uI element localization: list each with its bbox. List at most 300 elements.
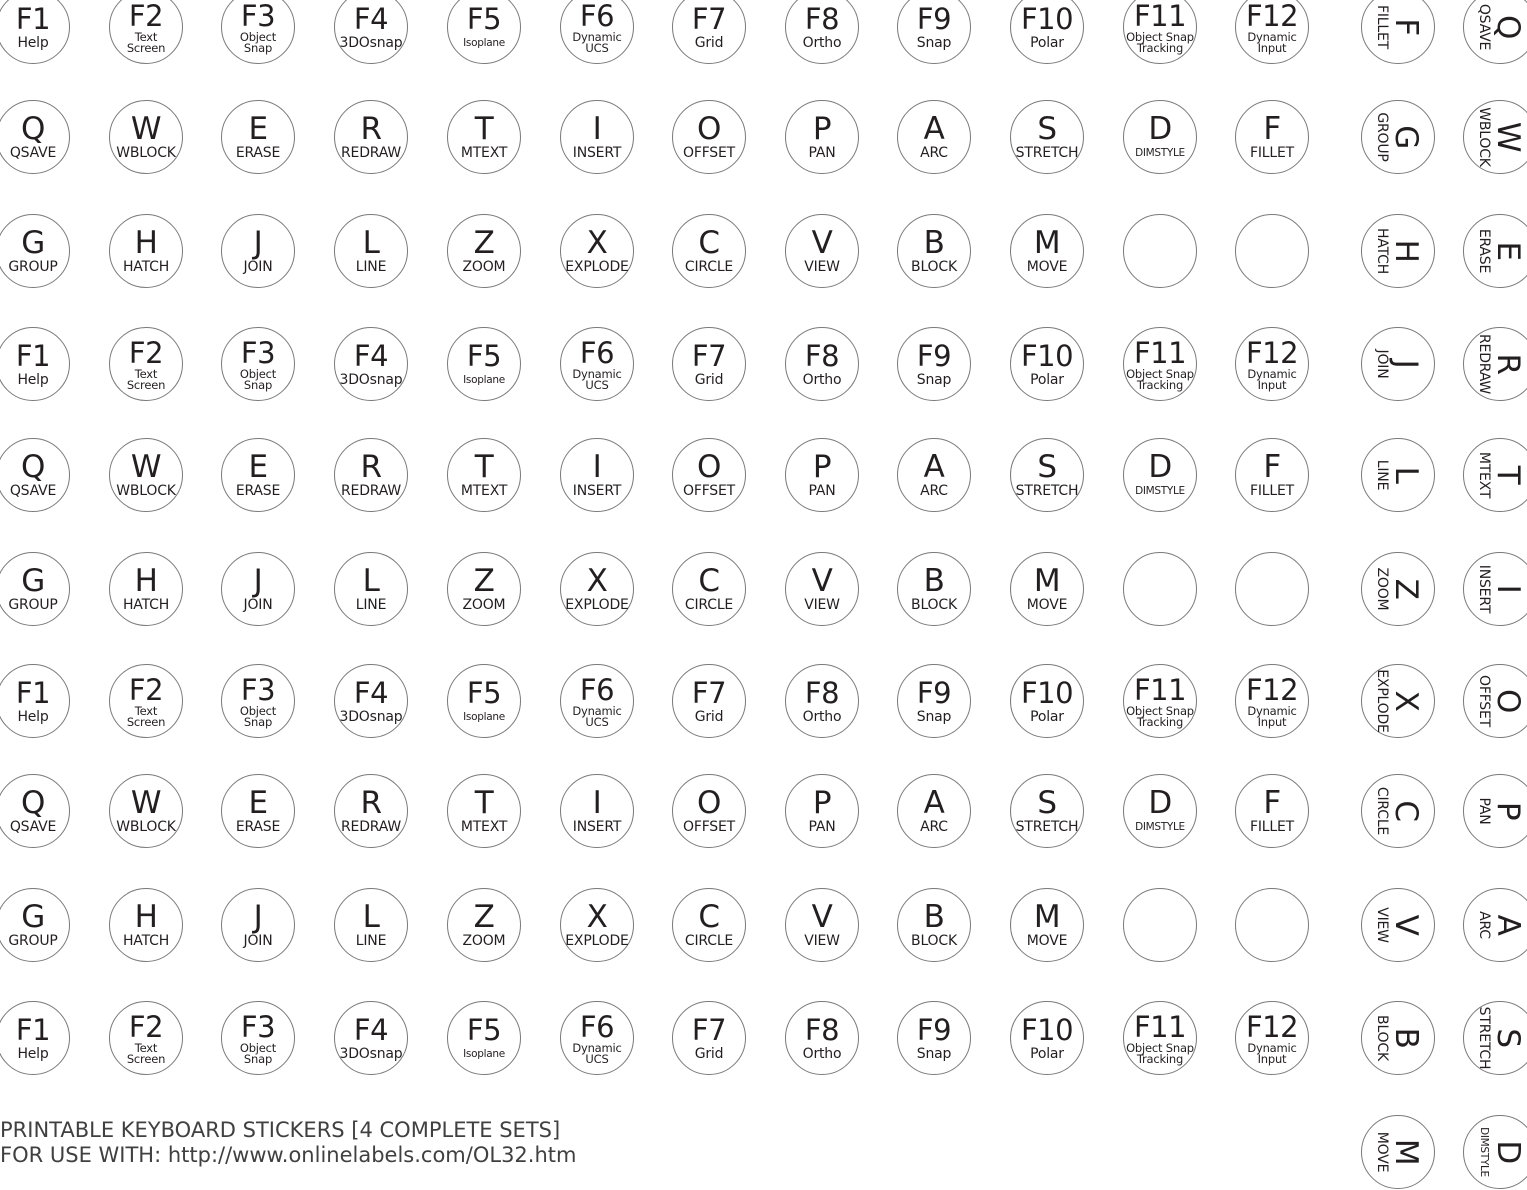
sticker-m [1010,888,1084,962]
sticker-key: T [474,110,494,147]
sticker-face [0,553,69,625]
sticker-label [1247,29,1297,55]
sticker-e [221,100,295,174]
sticker-f11 [1123,327,1197,401]
sticker-label [1250,820,1294,835]
sticker-face [1464,1002,1527,1074]
sticker-c [672,888,746,962]
sticker-label-line: EXPLODE [1374,669,1391,733]
sticker-face [1362,215,1434,287]
sticker-f9 [897,0,971,64]
sticker-r [334,774,408,848]
sticker-key: F [1263,448,1281,485]
sticker-label-line: Grid [694,371,724,388]
sticker-key: F [1263,110,1281,147]
sticker-c [672,214,746,288]
sticker-key: M [1388,1138,1425,1166]
sticker-label [1016,146,1079,161]
sticker-label-line: Text [134,703,158,718]
sticker-o [672,774,746,848]
sticker-face [1362,889,1434,961]
sticker-label-line: PAN [808,482,836,499]
sticker-label-line: FILLET [1250,818,1294,835]
sticker-q [1463,0,1527,64]
sticker-label [239,29,277,55]
sticker-j [221,552,295,626]
sticker-key: S [1037,448,1057,485]
sticker-t [447,438,521,512]
sticker-key: B [923,898,945,935]
sticker-label [695,36,724,51]
sticker-label-line: QSAVE [9,144,57,161]
sticker-label [356,260,386,275]
sticker-label [803,710,842,725]
sticker-key: A [923,448,945,485]
sticker-label [463,710,505,725]
sticker-label [572,703,622,729]
sticker-label [920,146,948,161]
sticker-face [673,439,745,511]
sticker-label [1375,669,1390,732]
sticker-face [1362,553,1434,625]
sticker-face [1236,439,1308,511]
sticker-label [1250,484,1294,499]
sticker-key: I [592,448,602,485]
sticker-label [803,1047,842,1062]
sticker-q [0,774,70,848]
sticker-label-line: OFFSET [683,818,735,835]
sticker-label-line: ERASE [235,482,281,499]
sticker-blank [1123,888,1197,962]
sticker-label-line: INSERT [572,818,622,835]
sticker-label [461,484,507,499]
sticker-label-line: DIMSTYLE [1135,146,1185,159]
sticker-label [10,820,56,835]
sticker-face [222,665,294,737]
sticker-label-line: UCS [585,40,609,55]
sticker-face [561,889,633,961]
sticker-z [447,888,521,962]
sticker-label [1126,29,1194,55]
sticker-label-line: STRETCH [1015,144,1079,161]
sticker-label-line: Help [17,371,49,388]
sticker-label [911,598,957,613]
sticker-label-line: Ortho [802,34,842,51]
sticker-label [1126,703,1194,729]
sticker-label-line: ZOOM [462,258,506,275]
sticker-key: F [1388,18,1425,36]
sticker-f5 [447,0,521,64]
sticker-f2 [109,664,183,738]
sticker-face [898,0,970,63]
sticker-face [222,439,294,511]
sticker-label-line: QSAVE [9,818,57,835]
sticker-g [0,214,70,288]
sticker-key: F6 [579,672,615,707]
sticker-key: X [586,898,608,935]
sticker-key: X [1388,690,1425,712]
sticker-face [898,1002,970,1074]
sticker-label-line: DIMSTYLE [1135,820,1185,833]
sticker-face [335,101,407,173]
sticker-face [0,1002,69,1074]
sticker-key: C [698,898,720,935]
sticker-face [1124,439,1196,511]
sticker-label [123,598,169,613]
sticker-label [1247,366,1297,392]
sticker-label [1030,36,1064,51]
sticker-face [1236,215,1308,287]
sticker-f8 [785,664,859,738]
sticker-j [1361,327,1435,401]
sticker-label-line: MOVE [1026,596,1068,613]
sticker-c [1361,774,1435,848]
sticker-face [1124,0,1196,63]
sticker-label-line: Polar [1030,708,1064,725]
sticker-key: F4 [353,338,389,373]
sticker-f9 [897,1001,971,1075]
sticker-key: L [362,224,380,261]
sticker-face [561,439,633,511]
sticker-face [1011,101,1083,173]
sticker-key: S [1037,784,1057,821]
sticker-key: Q [21,784,45,821]
sticker-label-line: 3DOsnap [339,1045,403,1062]
sticker-face [898,553,970,625]
sticker-label-line: ERASE [235,818,281,835]
sticker-f [1235,438,1309,512]
sticker-f4 [334,327,408,401]
sticker-key: F6 [579,0,615,33]
sticker-face [786,101,858,173]
sticker-label [565,934,628,949]
sticker-label-line: Screen [126,1051,166,1066]
sticker-label-line: WBLOCK [116,482,176,499]
sticker-face [1236,553,1308,625]
sticker-face [335,889,407,961]
sticker-label [126,366,166,392]
sticker-f7 [672,1001,746,1075]
sticker-label-line: FILLET [1374,5,1391,49]
sticker-f7 [672,664,746,738]
sticker-label-line: VIEW [1374,907,1391,943]
sticker-label [1477,565,1492,613]
sticker-key: R [360,448,382,485]
sticker-key: F4 [353,675,389,710]
sticker-face [561,215,633,287]
sticker-label-line: Input [1257,377,1287,392]
sticker-l [334,888,408,962]
sticker-key: R [1490,353,1527,375]
sticker-label [1375,228,1390,274]
sticker-face [561,328,633,400]
sticker-label-line: Ortho [802,1045,842,1062]
sticker-f7 [672,327,746,401]
sticker-key: Z [473,562,495,599]
sticker-f8 [785,1001,859,1075]
sticker-face [673,1002,745,1074]
sticker-label-line: Screen [126,377,166,392]
sticker-label-line: ZOOM [462,596,506,613]
sticker-label-line: Isoplane [463,1047,505,1060]
sticker-d [1123,774,1197,848]
sticker-key: P [1490,801,1527,821]
sticker-label [1135,484,1185,499]
sticker-face [1464,215,1527,287]
sticker-label [244,934,273,949]
sticker-label-line: Grid [694,1045,724,1062]
sticker-key: I [592,110,602,147]
sticker-key: G [21,898,45,935]
sticker-label [340,710,403,725]
sticker-face [110,215,182,287]
sticker-label-line: Dynamic [1247,703,1297,718]
sticker-key: E [1490,241,1527,261]
sticker-label-line: Object [239,366,277,381]
sticker-face [786,775,858,847]
sticker-label-line: VIEW [804,932,840,949]
sticker-label [1477,675,1492,727]
sticker-f [1235,774,1309,848]
sticker-key: F6 [579,335,615,370]
sticker-key: F7 [691,338,727,373]
sticker-face [673,553,745,625]
sticker-f3 [221,664,295,738]
sticker-f2 [109,327,183,401]
sticker-face [1362,101,1434,173]
sticker-face [1464,101,1527,173]
sticker-label-line: Polar [1030,371,1064,388]
sticker-label [1126,1040,1194,1066]
sticker-label-line: STRETCH [1476,1006,1493,1070]
sticker-label [461,820,507,835]
sticker-label-line: Snap [916,371,952,388]
sticker-label-line: INSERT [572,144,622,161]
sticker-label [920,820,948,835]
sticker-face [673,101,745,173]
sticker-label-line: Dynamic [1247,1040,1297,1055]
sticker-label-line: Ortho [802,708,842,725]
sticker-face [222,215,294,287]
sticker-key: T [474,784,494,821]
sticker-key: F10 [1020,675,1074,710]
sticker-label [572,29,622,55]
sticker-face [448,439,520,511]
sticker-face [898,328,970,400]
sticker-key: D [1148,784,1172,821]
sticker-label-line: Dynamic [1247,366,1297,381]
sticker-face [448,665,520,737]
sticker-label [573,484,621,499]
sticker-key: F9 [916,675,952,710]
sticker-label-line: Tracking [1136,377,1184,392]
sticker-label-line: ARC [920,482,948,499]
sticker-face [1362,439,1434,511]
sticker-label [1027,598,1067,613]
sticker-label-line: Grid [694,708,724,725]
sticker-face [898,439,970,511]
sticker-label-line: INSERT [572,482,622,499]
sticker-face [1362,1116,1434,1188]
sticker-face [1124,101,1196,173]
sticker-label [803,36,842,51]
sticker-label-line: VIEW [804,596,840,613]
sticker-label-line: Help [17,708,49,725]
sticker-face [1464,665,1527,737]
sticker-face [1236,0,1308,63]
sticker-key: F12 [1245,672,1299,707]
sticker-label-line: Object [239,703,277,718]
sticker-face [335,0,407,63]
sticker-label-line: EXPLODE [565,258,629,275]
sticker-face [898,101,970,173]
sticker-face [1124,215,1196,287]
sticker-label [10,484,56,499]
sticker-face [0,439,69,511]
sticker-label [463,373,505,388]
sticker-label [1477,911,1492,939]
sticker-i [560,100,634,174]
sticker-label [236,484,280,499]
sticker-label-line: Help [17,34,49,51]
sticker-label-line: QSAVE [1476,3,1493,51]
sticker-key: S [1037,110,1057,147]
sticker-face [222,0,294,63]
sticker-label [685,934,733,949]
sticker-key: L [1388,466,1425,484]
sticker-f6 [560,327,634,401]
sticker-f12 [1235,1001,1309,1075]
sticker-label-line: BLOCK [911,258,957,275]
sticker-face [561,0,633,63]
sticker-label-line: Tracking [1136,1051,1184,1066]
sticker-key: F10 [1020,1012,1074,1047]
sticker-label [463,260,506,275]
sticker-face [222,328,294,400]
sticker-label [695,1047,724,1062]
sticker-f11 [1123,0,1197,64]
sticker-face [561,665,633,737]
sticker-label [17,1047,48,1062]
sticker-label [123,260,169,275]
sticker-label-line: OFFSET [1476,675,1493,727]
sticker-v [785,552,859,626]
sticker-label-line: Dynamic [1247,29,1297,44]
sticker-label [1375,350,1390,379]
sticker-face [448,775,520,847]
sticker-key: F10 [1020,338,1074,373]
sticker-label-line: Object Snap [1126,1040,1194,1055]
sticker-face [222,101,294,173]
sticker-label [17,36,48,51]
sticker-label [1027,260,1067,275]
sticker-label [340,373,403,388]
sticker-face [1124,889,1196,961]
sticker-e [221,774,295,848]
sticker-t [447,774,521,848]
sticker-label [917,1047,951,1062]
sticker-label-line: CIRCLE [1374,786,1391,836]
sticker-face [1011,328,1083,400]
sticker-label [340,1047,403,1062]
sticker-label [10,146,56,161]
sticker-label [1030,1047,1064,1062]
sticker-face [448,553,520,625]
sticker-key: J [253,898,263,935]
sticker-label [1477,229,1492,273]
sticker-label-line: Screen [126,40,166,55]
sticker-f4 [334,0,408,64]
sticker-key: A [1490,914,1527,936]
sticker-label-line: STRETCH [1015,482,1079,499]
sticker-key: F7 [691,1,727,36]
sticker-face [786,553,858,625]
sticker-f5 [447,327,521,401]
sticker-key: V [811,562,833,599]
sticker-z [1361,552,1435,626]
sticker-face [110,775,182,847]
sticker-key: F2 [128,0,164,33]
sticker-key: B [1388,1027,1425,1049]
sticker-face [1124,328,1196,400]
sticker-key: D [1148,110,1172,147]
sticker-label-line: Object Snap [1126,366,1194,381]
sticker-label [116,484,176,499]
sticker-label [803,373,842,388]
sticker-i [560,774,634,848]
sticker-label [236,146,280,161]
sticker-label-line: DIMSTYLE [1478,1127,1491,1177]
sticker-f7 [672,0,746,64]
sticker-i [1463,552,1527,626]
sticker-label [809,146,836,161]
sticker-label [8,598,57,613]
sticker-label-line: Input [1257,1051,1287,1066]
sticker-label-line: GROUP [8,596,58,613]
sticker-key: H [1388,239,1425,263]
sticker-label [1016,820,1079,835]
sticker-face [110,665,182,737]
sticker-label-line: ARC [920,144,948,161]
sticker-label-line: Snap [243,714,273,729]
sticker-h [109,552,183,626]
sticker-label [1250,146,1294,161]
sticker-label [1247,703,1297,729]
sticker-label-line: GROUP [8,932,58,949]
sticker-key: F [1263,784,1281,821]
sticker-face [110,101,182,173]
sticker-label [341,484,401,499]
sticker-face [561,1002,633,1074]
sticker-f12 [1235,0,1309,64]
sticker-label-line: Screen [126,714,166,729]
sticker-label [920,484,948,499]
sticker-label-line: PAN [1476,797,1493,825]
sticker-face [673,889,745,961]
sticker-key: F8 [804,1,840,36]
sticker-face [222,1002,294,1074]
sticker-d [1463,1115,1527,1189]
sticker-label-line: PAN [808,144,836,161]
sticker-f [1361,0,1435,64]
sticker-key: O [697,448,721,485]
sticker-key: F5 [466,1012,502,1047]
sticker-label-line: QSAVE [9,482,57,499]
sticker-m [1010,214,1084,288]
sticker-label-line: Object [239,29,277,44]
sticker-face [335,665,407,737]
sticker-i [560,438,634,512]
